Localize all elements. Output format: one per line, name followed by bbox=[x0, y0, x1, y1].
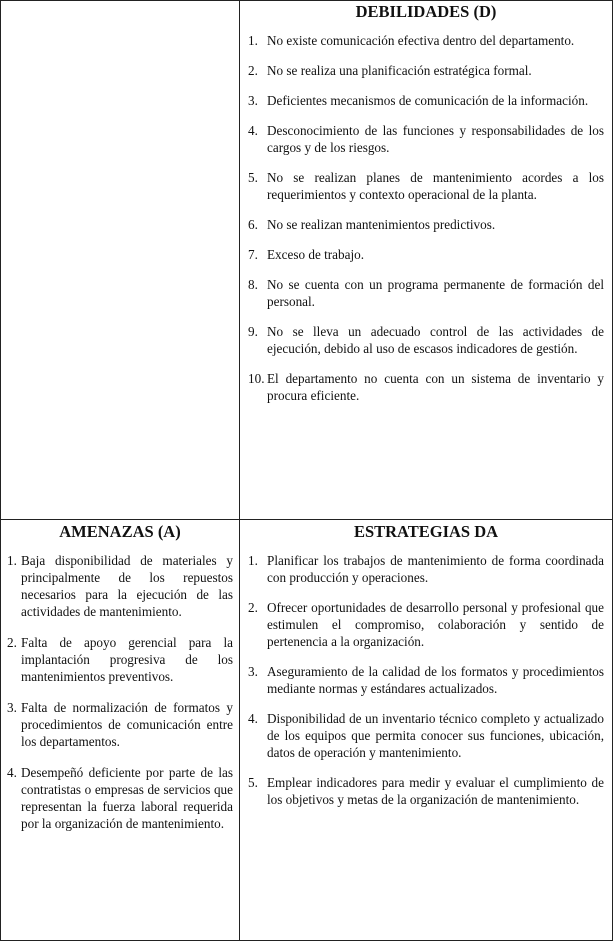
estrategias-da-title: ESTRATEGIAS DA bbox=[353, 522, 499, 541]
item-text: Exceso de trabajo. bbox=[267, 247, 365, 262]
item-text: Ofrecer oportunidades de desarrollo personal y profesional que estimulen el compromiso, colaboración y sentido de pertenencia a la organización. bbox=[267, 600, 604, 649]
item-number: 1. bbox=[248, 553, 258, 568]
empty-cell bbox=[0, 0, 239, 519]
debilidades-cell bbox=[240, 0, 613, 519]
list-item bbox=[248, 246, 604, 263]
list-item bbox=[7, 699, 233, 750]
item-text: Planificar los trabajos de mantenimiento de forma coordinada con producción y operaciones. bbox=[267, 553, 604, 585]
debilidades-list bbox=[248, 32, 604, 404]
item-text: Falta de apoyo gerencial para la implantación progresiva de los mantenimientos preventivos. bbox=[21, 635, 233, 684]
item-text: Aseguramiento de la calidad de los formatos y procedimientos mediante normas y estándares actualizados. bbox=[267, 664, 604, 696]
list-item bbox=[7, 634, 233, 685]
list-item bbox=[248, 276, 604, 310]
item-text: El departamento no cuenta con un sistema de inventario y procura eficiente. bbox=[267, 371, 604, 403]
list-item bbox=[248, 552, 604, 586]
item-text: Falta de normalización de formatos y procedimientos de comunicación entre los departamentos. bbox=[21, 700, 233, 749]
item-text: No se cuenta con un programa permanente de formación del personal. bbox=[267, 277, 604, 309]
estrategias-da-cell bbox=[240, 520, 613, 941]
estrategias-da-list bbox=[248, 552, 604, 808]
list-item bbox=[248, 323, 604, 357]
item-number: 3. bbox=[248, 664, 258, 679]
item-number: 4. bbox=[7, 765, 17, 780]
list-item bbox=[7, 552, 233, 620]
list-item bbox=[248, 663, 604, 697]
list-item bbox=[248, 370, 604, 404]
list-item bbox=[248, 169, 604, 203]
list-item bbox=[248, 599, 604, 650]
item-text: Desempeñó deficiente por parte de las contratistas o empresas de servicios que representan la fuerza laboral requerida por la organización de mantenimiento. bbox=[21, 765, 233, 831]
list-item bbox=[248, 32, 604, 49]
list-item bbox=[248, 122, 604, 156]
item-number: 5. bbox=[248, 775, 258, 790]
item-text: Baja disponibilidad de materiales y principalmente de los repuestos necesarios para la ejecución de las actividades de mantenimiento. bbox=[21, 553, 233, 619]
item-text: Desconocimiento de las funciones y responsabilidades de los cargos y de los riesgos. bbox=[267, 123, 604, 155]
list-item bbox=[7, 764, 233, 832]
item-number: 3. bbox=[248, 93, 258, 108]
item-number: 3. bbox=[7, 700, 17, 715]
debilidades-title: DEBILIDADES (D) bbox=[355, 2, 497, 21]
item-text: No se realiza una planificación estratégica formal. bbox=[267, 63, 532, 78]
item-text: Emplear indicadores para medir y evaluar el cumplimiento de los objetivos y metas de la organización de mantenimiento. bbox=[267, 775, 604, 807]
item-text: Disponibilidad de un inventario técnico completo y actualizado de los equipos que permita conocer sus funciones, ubicación, datos de operación y mantenimiento. bbox=[267, 711, 604, 760]
item-number: 2. bbox=[7, 635, 17, 650]
item-number: 2. bbox=[248, 63, 258, 78]
item-number: 9. bbox=[248, 324, 258, 339]
item-number: 1. bbox=[248, 33, 258, 48]
item-text: No se lleva un adecuado control de las actividades de ejecución, debido al uso de escasos indicadores de gestión. bbox=[267, 324, 604, 356]
amenazas-list bbox=[7, 552, 233, 832]
item-number: 8. bbox=[248, 277, 258, 292]
item-number: 4. bbox=[248, 711, 258, 726]
list-item bbox=[248, 710, 604, 761]
item-number: 10. bbox=[248, 371, 265, 386]
amenazas-cell bbox=[0, 520, 239, 941]
item-number: 1. bbox=[7, 553, 17, 568]
item-text: No se realizan mantenimientos predictivos. bbox=[267, 217, 496, 232]
list-item bbox=[248, 92, 604, 109]
item-text: Deficientes mecanismos de comunicación de la información. bbox=[267, 93, 589, 108]
item-text: No existe comunicación efectiva dentro del departamento. bbox=[267, 33, 575, 48]
item-number: 7. bbox=[248, 247, 258, 262]
item-number: 2. bbox=[248, 600, 258, 615]
item-number: 6. bbox=[248, 217, 258, 232]
item-number: 4. bbox=[248, 123, 258, 138]
list-item bbox=[248, 216, 604, 233]
item-number: 5. bbox=[248, 170, 258, 185]
amenazas-title: AMENAZAS (A) bbox=[59, 522, 181, 541]
list-item bbox=[248, 774, 604, 808]
item-text: No se realizan planes de mantenimiento acordes a los requerimientos y contexto operacional de la planta. bbox=[267, 170, 604, 202]
list-item bbox=[248, 62, 604, 79]
